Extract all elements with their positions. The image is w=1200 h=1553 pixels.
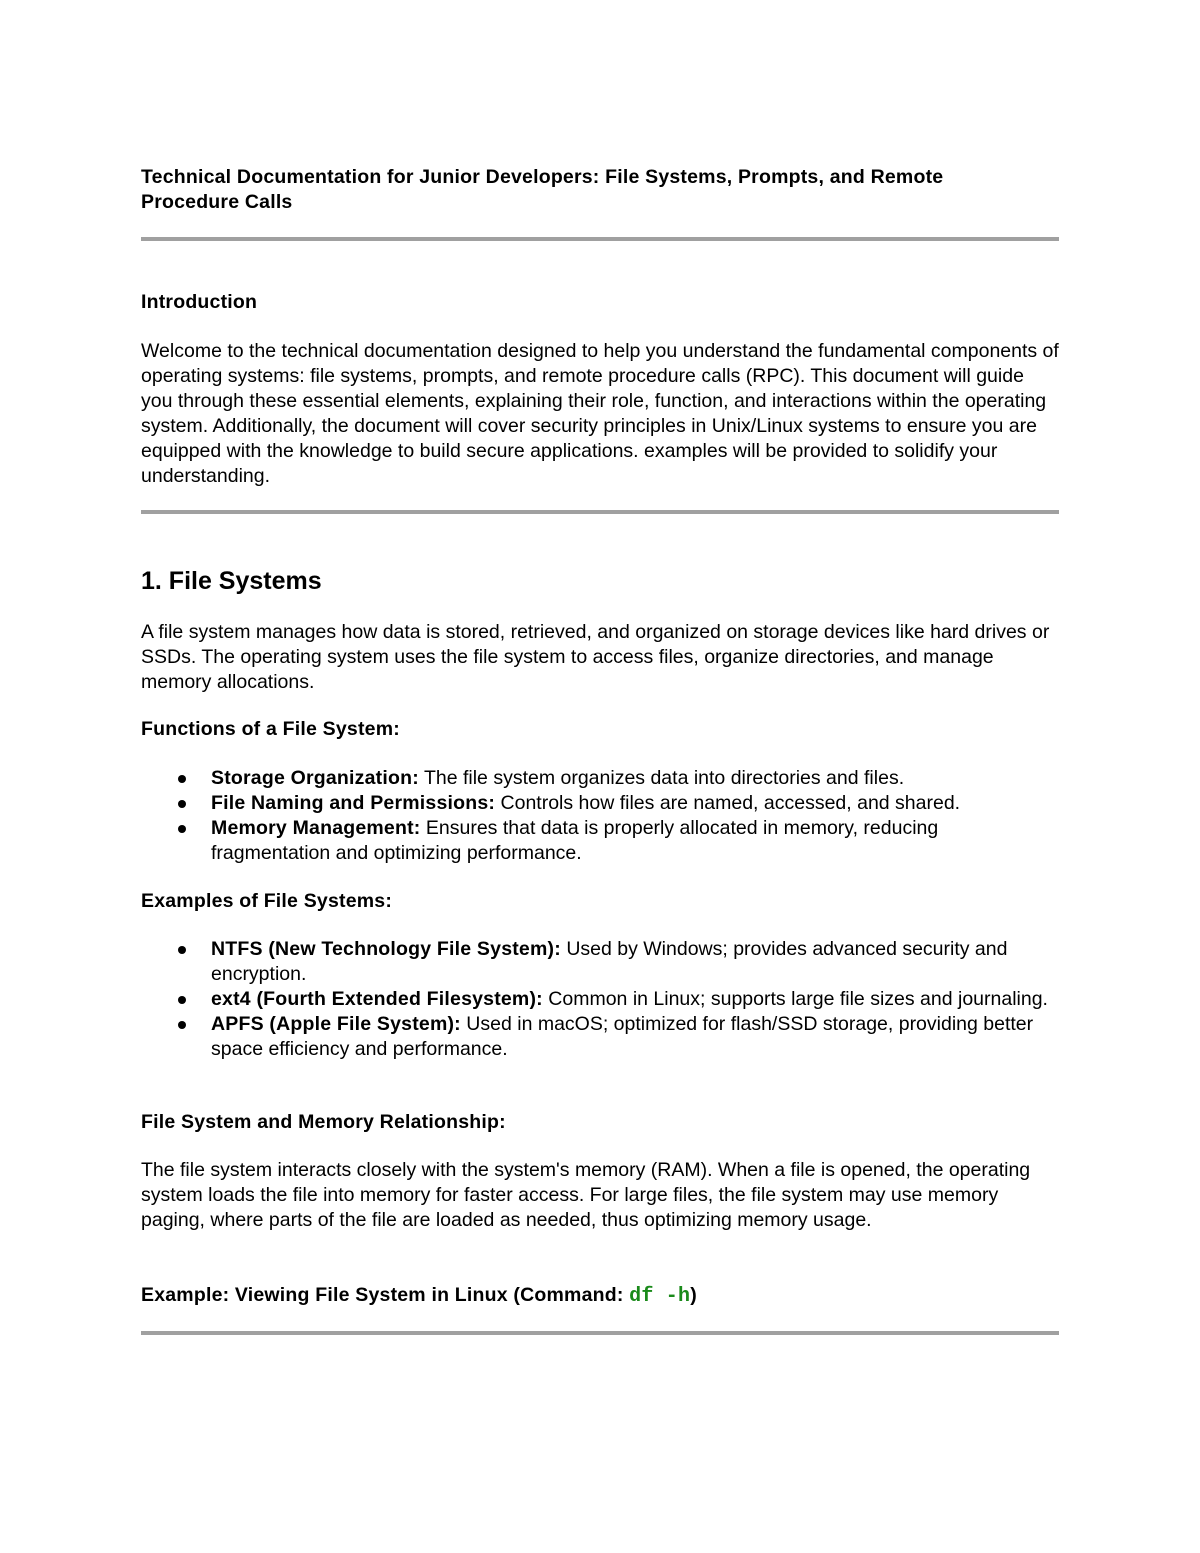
list-item-description: Used by Windows; provides advanced security and encryption. bbox=[211, 938, 1008, 985]
list-item-term: NTFS (New Technology File System): bbox=[211, 938, 561, 960]
examples-heading: Examples of File Systems: bbox=[141, 890, 393, 912]
list-item bbox=[141, 816, 1059, 866]
functions-heading: Functions of a File System: bbox=[141, 718, 400, 740]
file-systems-paragraph: A file system manages how data is stored, retrieved, and organized on storage devices like hard drives or SSDs. The operating system uses the file system to access files, organize directories, and manage memory allocations. bbox=[141, 621, 1050, 693]
horizontal-rule bbox=[141, 510, 1059, 514]
list-item-term: Memory Management: bbox=[211, 817, 421, 839]
bullet-icon bbox=[178, 825, 186, 833]
memory-relationship-heading: File System and Memory Relationship: bbox=[141, 1111, 506, 1133]
list-item bbox=[141, 766, 1059, 791]
list-item-description: Controls how files are named, accessed, and shared. bbox=[495, 792, 961, 814]
list-item bbox=[141, 937, 1059, 987]
list-item-term: Storage Organization: bbox=[211, 767, 419, 789]
inline-code-command: df -h bbox=[629, 1285, 691, 1308]
introduction-paragraph: Welcome to the technical documentation designed to help you understand the fundamental components of operating systems: file systems, prompts, and remote procedure calls (RPC). This document will guide you through these essential elements, explaining their role, function, and interactions within the operating system. Additionally, the document will cover security principles in Unix/Linux systems to ensure you are equipped with the knowledge to build secure applications. examples will be provided to solidify your understanding. bbox=[141, 340, 1059, 487]
list-item-description: The file system organizes data into directories and files. bbox=[418, 767, 905, 789]
list-item-description: Used in macOS; optimized for flash/SSD storage, providing better space efficiency and performance. bbox=[211, 1013, 1034, 1060]
bullet-icon bbox=[178, 946, 186, 954]
list-item-term: ext4 (Fourth Extended Filesystem): bbox=[211, 988, 543, 1010]
examples-list bbox=[141, 937, 1059, 1062]
introduction-heading: Introduction bbox=[141, 291, 258, 313]
list-item bbox=[141, 1012, 1059, 1062]
functions-list bbox=[141, 766, 1059, 866]
list-item-description: Ensures that data is properly allocated in memory, reducing fragmentation and optimizing performance. bbox=[211, 817, 939, 864]
document-title: Technical Documentation for Junior Developers: File Systems, Prompts, and Remote Procedure Calls bbox=[141, 166, 944, 213]
bullet-icon bbox=[178, 800, 186, 808]
bullet-icon bbox=[178, 996, 186, 1004]
list-item-description: Common in Linux; supports large file sizes and journaling. bbox=[542, 988, 1048, 1010]
bullet-icon bbox=[178, 775, 186, 783]
example-command-heading bbox=[141, 1283, 697, 1309]
memory-relationship-paragraph: The file system interacts closely with the system's memory (RAM). When a file is opened, the operating system loads the file into memory for faster access. For large files, the file system may use memory paging, where parts of the file are loaded as needed, thus optimizing memory usage. bbox=[141, 1159, 1031, 1231]
horizontal-rule bbox=[141, 1331, 1059, 1335]
bullet-icon bbox=[178, 1021, 186, 1029]
list-item-term: APFS (Apple File System): bbox=[211, 1013, 461, 1035]
section-heading-file-systems: 1. File Systems bbox=[141, 567, 322, 595]
example-command-suffix: ) bbox=[690, 1284, 697, 1306]
list-item bbox=[141, 791, 1059, 816]
list-item bbox=[141, 987, 1059, 1012]
list-item-term: File Naming and Permissions: bbox=[211, 792, 496, 814]
horizontal-rule bbox=[141, 237, 1059, 241]
example-command-prefix: Example: Viewing File System in Linux (Command: bbox=[141, 1284, 630, 1306]
